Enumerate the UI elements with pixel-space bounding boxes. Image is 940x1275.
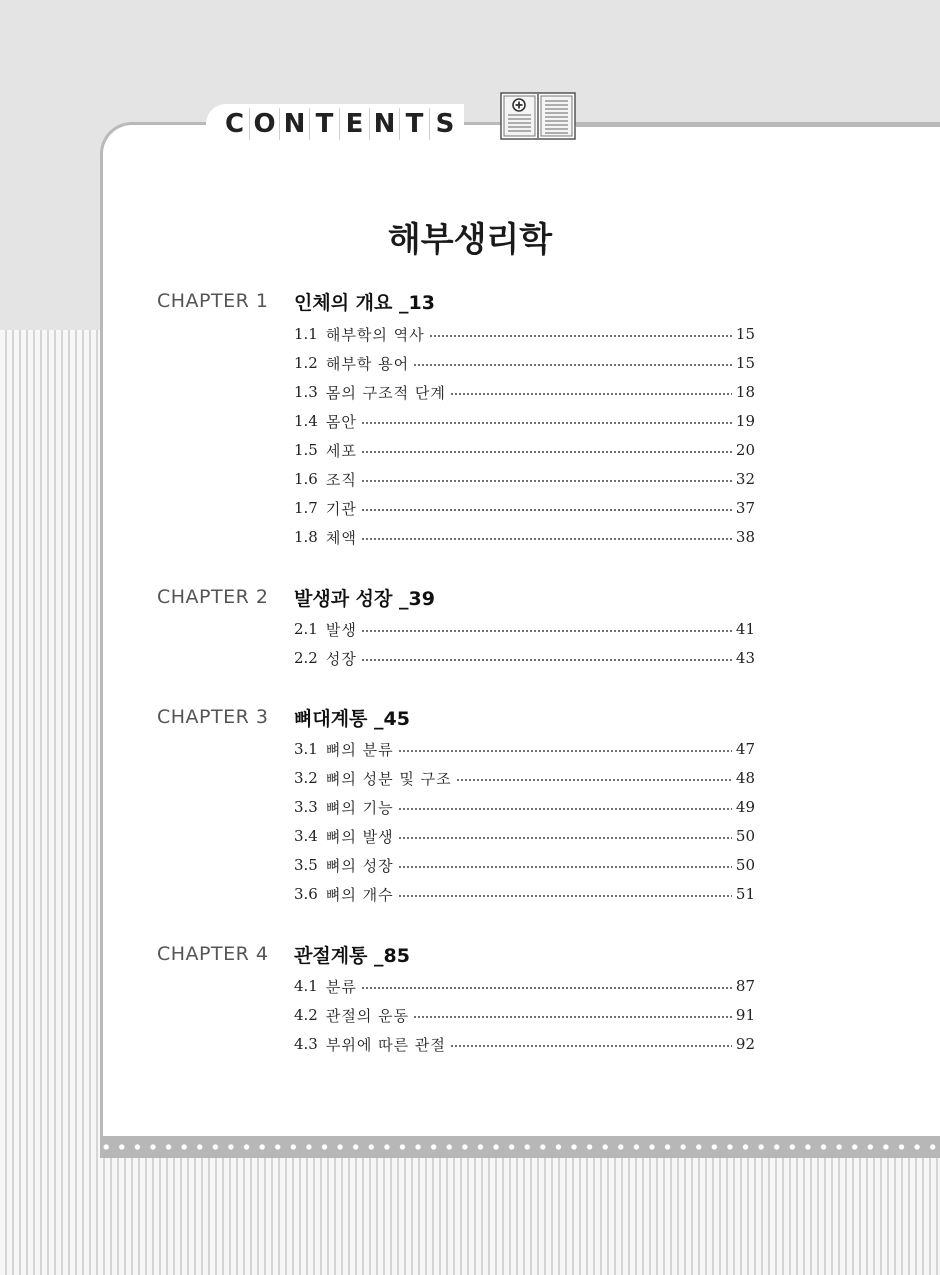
dot-leader [413, 1016, 732, 1018]
toc-entry[interactable] [294, 618, 755, 640]
chapter-heading[interactable] [157, 288, 435, 314]
entry-page: 19 [735, 412, 755, 430]
contents-letter: N [370, 108, 400, 140]
toc-entry[interactable] [294, 410, 755, 432]
entry-number: 1.1 [294, 325, 318, 343]
entry-page: 15 [735, 354, 755, 372]
entry-number: 1.5 [294, 441, 318, 459]
toc-entry[interactable] [294, 738, 755, 760]
contents-letter: O [250, 108, 280, 140]
dot-leader [361, 538, 732, 540]
dot-leader [361, 659, 732, 661]
entry-number: 1.3 [294, 383, 318, 401]
entry-page: 48 [735, 769, 755, 787]
toc-entry[interactable] [294, 468, 755, 490]
entry-page: 18 [735, 383, 755, 401]
toc-entry[interactable] [294, 497, 755, 519]
entry-title: 부위에 따른 관절 [325, 1035, 446, 1054]
entry-page: 49 [735, 798, 755, 816]
dot-leader [429, 335, 732, 337]
entry-page: 43 [735, 649, 755, 667]
toc-entry[interactable] [294, 647, 755, 669]
chapter-label: CHAPTER 2 [157, 586, 269, 608]
entry-title: 뼈의 성장 [325, 856, 394, 875]
entry-page: 91 [735, 1006, 755, 1024]
dot-leader [361, 509, 732, 511]
entry-title: 뼈의 분류 [325, 740, 394, 759]
contents-letter: E [340, 108, 370, 140]
dot-leader [361, 630, 732, 632]
toc-entry[interactable] [294, 1033, 755, 1055]
dot-leader [398, 895, 732, 897]
entry-number: 1.8 [294, 528, 318, 546]
entry-number: 3.3 [294, 798, 318, 816]
entry-page: 51 [735, 885, 755, 903]
entry-number: 3.4 [294, 827, 318, 845]
chapter-title: 관절계통 _85 [294, 944, 410, 967]
entry-page: 38 [735, 528, 755, 546]
entry-title: 관절의 운동 [325, 1006, 410, 1025]
entry-page: 47 [735, 740, 755, 758]
book-title: 해부생리학 [387, 220, 553, 260]
entry-page: 87 [735, 977, 755, 995]
entry-page: 50 [735, 856, 755, 874]
dot-leader [361, 451, 732, 453]
chapter-label: CHAPTER 3 [157, 706, 269, 728]
entry-title: 세포 [325, 441, 357, 460]
dot-leader [450, 1045, 732, 1047]
entry-number: 4.3 [294, 1035, 318, 1053]
entry-page: 15 [735, 325, 755, 343]
entry-title: 뼈의 발생 [325, 827, 394, 846]
entry-number: 4.2 [294, 1006, 318, 1024]
toc-entry[interactable] [294, 439, 755, 461]
entry-title: 체액 [325, 528, 357, 547]
toc-entry[interactable] [294, 767, 755, 789]
toc-entry[interactable] [294, 883, 755, 905]
dot-leader [398, 837, 732, 839]
toc-entry[interactable] [294, 975, 755, 997]
entry-number: 3.2 [294, 769, 318, 787]
entry-title: 몸의 구조적 단계 [325, 383, 446, 402]
entry-number: 3.1 [294, 740, 318, 758]
entry-title: 조직 [325, 470, 357, 489]
toc-entry[interactable] [294, 796, 755, 818]
toc-entry[interactable] [294, 352, 755, 374]
entry-number: 1.6 [294, 470, 318, 488]
dot-leader [361, 987, 732, 989]
chapter-heading[interactable] [157, 704, 410, 730]
dot-leader [361, 480, 732, 482]
chapter-label: CHAPTER 1 [157, 290, 269, 312]
contents-letter: S [435, 109, 455, 139]
chapter-title: 발생과 성장 _39 [294, 587, 435, 610]
chapter-title: 뼈대계통 _45 [294, 707, 410, 730]
entry-title: 해부학 용어 [325, 354, 410, 373]
toc-entry[interactable] [294, 1004, 755, 1026]
contents-letter: T [310, 108, 340, 140]
contents-letter: T [400, 108, 430, 140]
entry-number: 4.1 [294, 977, 318, 995]
toc-entry[interactable] [294, 825, 755, 847]
entry-title: 해부학의 역사 [325, 325, 425, 344]
entry-title: 몸안 [325, 412, 357, 431]
entry-page: 92 [735, 1035, 755, 1053]
dot-leader [398, 808, 732, 810]
chapter-label: CHAPTER 4 [157, 943, 269, 965]
entry-number: 3.5 [294, 856, 318, 874]
dot-leader [450, 393, 732, 395]
entry-title: 뼈의 기능 [325, 798, 394, 817]
entry-page: 50 [735, 827, 755, 845]
toc-entry[interactable] [294, 854, 755, 876]
entry-title: 성장 [325, 649, 357, 668]
toc-entry[interactable] [294, 323, 755, 345]
toc-entry[interactable] [294, 381, 755, 403]
entry-page: 37 [735, 499, 755, 517]
dot-leader [398, 750, 732, 752]
entry-title: 뼈의 성분 및 구조 [325, 769, 452, 788]
entry-number: 1.2 [294, 354, 318, 372]
toc-entry[interactable] [294, 526, 755, 548]
entry-number: 1.4 [294, 412, 318, 430]
entry-number: 2.2 [294, 649, 318, 667]
entry-title: 뼈의 개수 [325, 885, 394, 904]
entry-page: 41 [735, 620, 755, 638]
dot-leader [456, 779, 732, 781]
chapter-heading[interactable] [157, 941, 410, 967]
dot-leader [413, 364, 732, 366]
chapter-title: 인체의 개요 _13 [294, 291, 435, 314]
entry-number: 3.6 [294, 885, 318, 903]
contents-letter: C [220, 108, 250, 140]
entry-title: 발생 [325, 620, 357, 639]
contents-letter: N [280, 108, 310, 140]
entry-number: 1.7 [294, 499, 318, 517]
footer-dotted-bar [100, 1136, 940, 1158]
dot-leader [398, 866, 732, 868]
entry-page: 20 [735, 441, 755, 459]
entry-number: 2.1 [294, 620, 318, 638]
entry-title: 기관 [325, 499, 357, 518]
entry-page: 32 [735, 470, 755, 488]
dot-leader [361, 422, 732, 424]
chapter-heading[interactable] [157, 584, 435, 610]
entry-title: 분류 [325, 977, 357, 996]
